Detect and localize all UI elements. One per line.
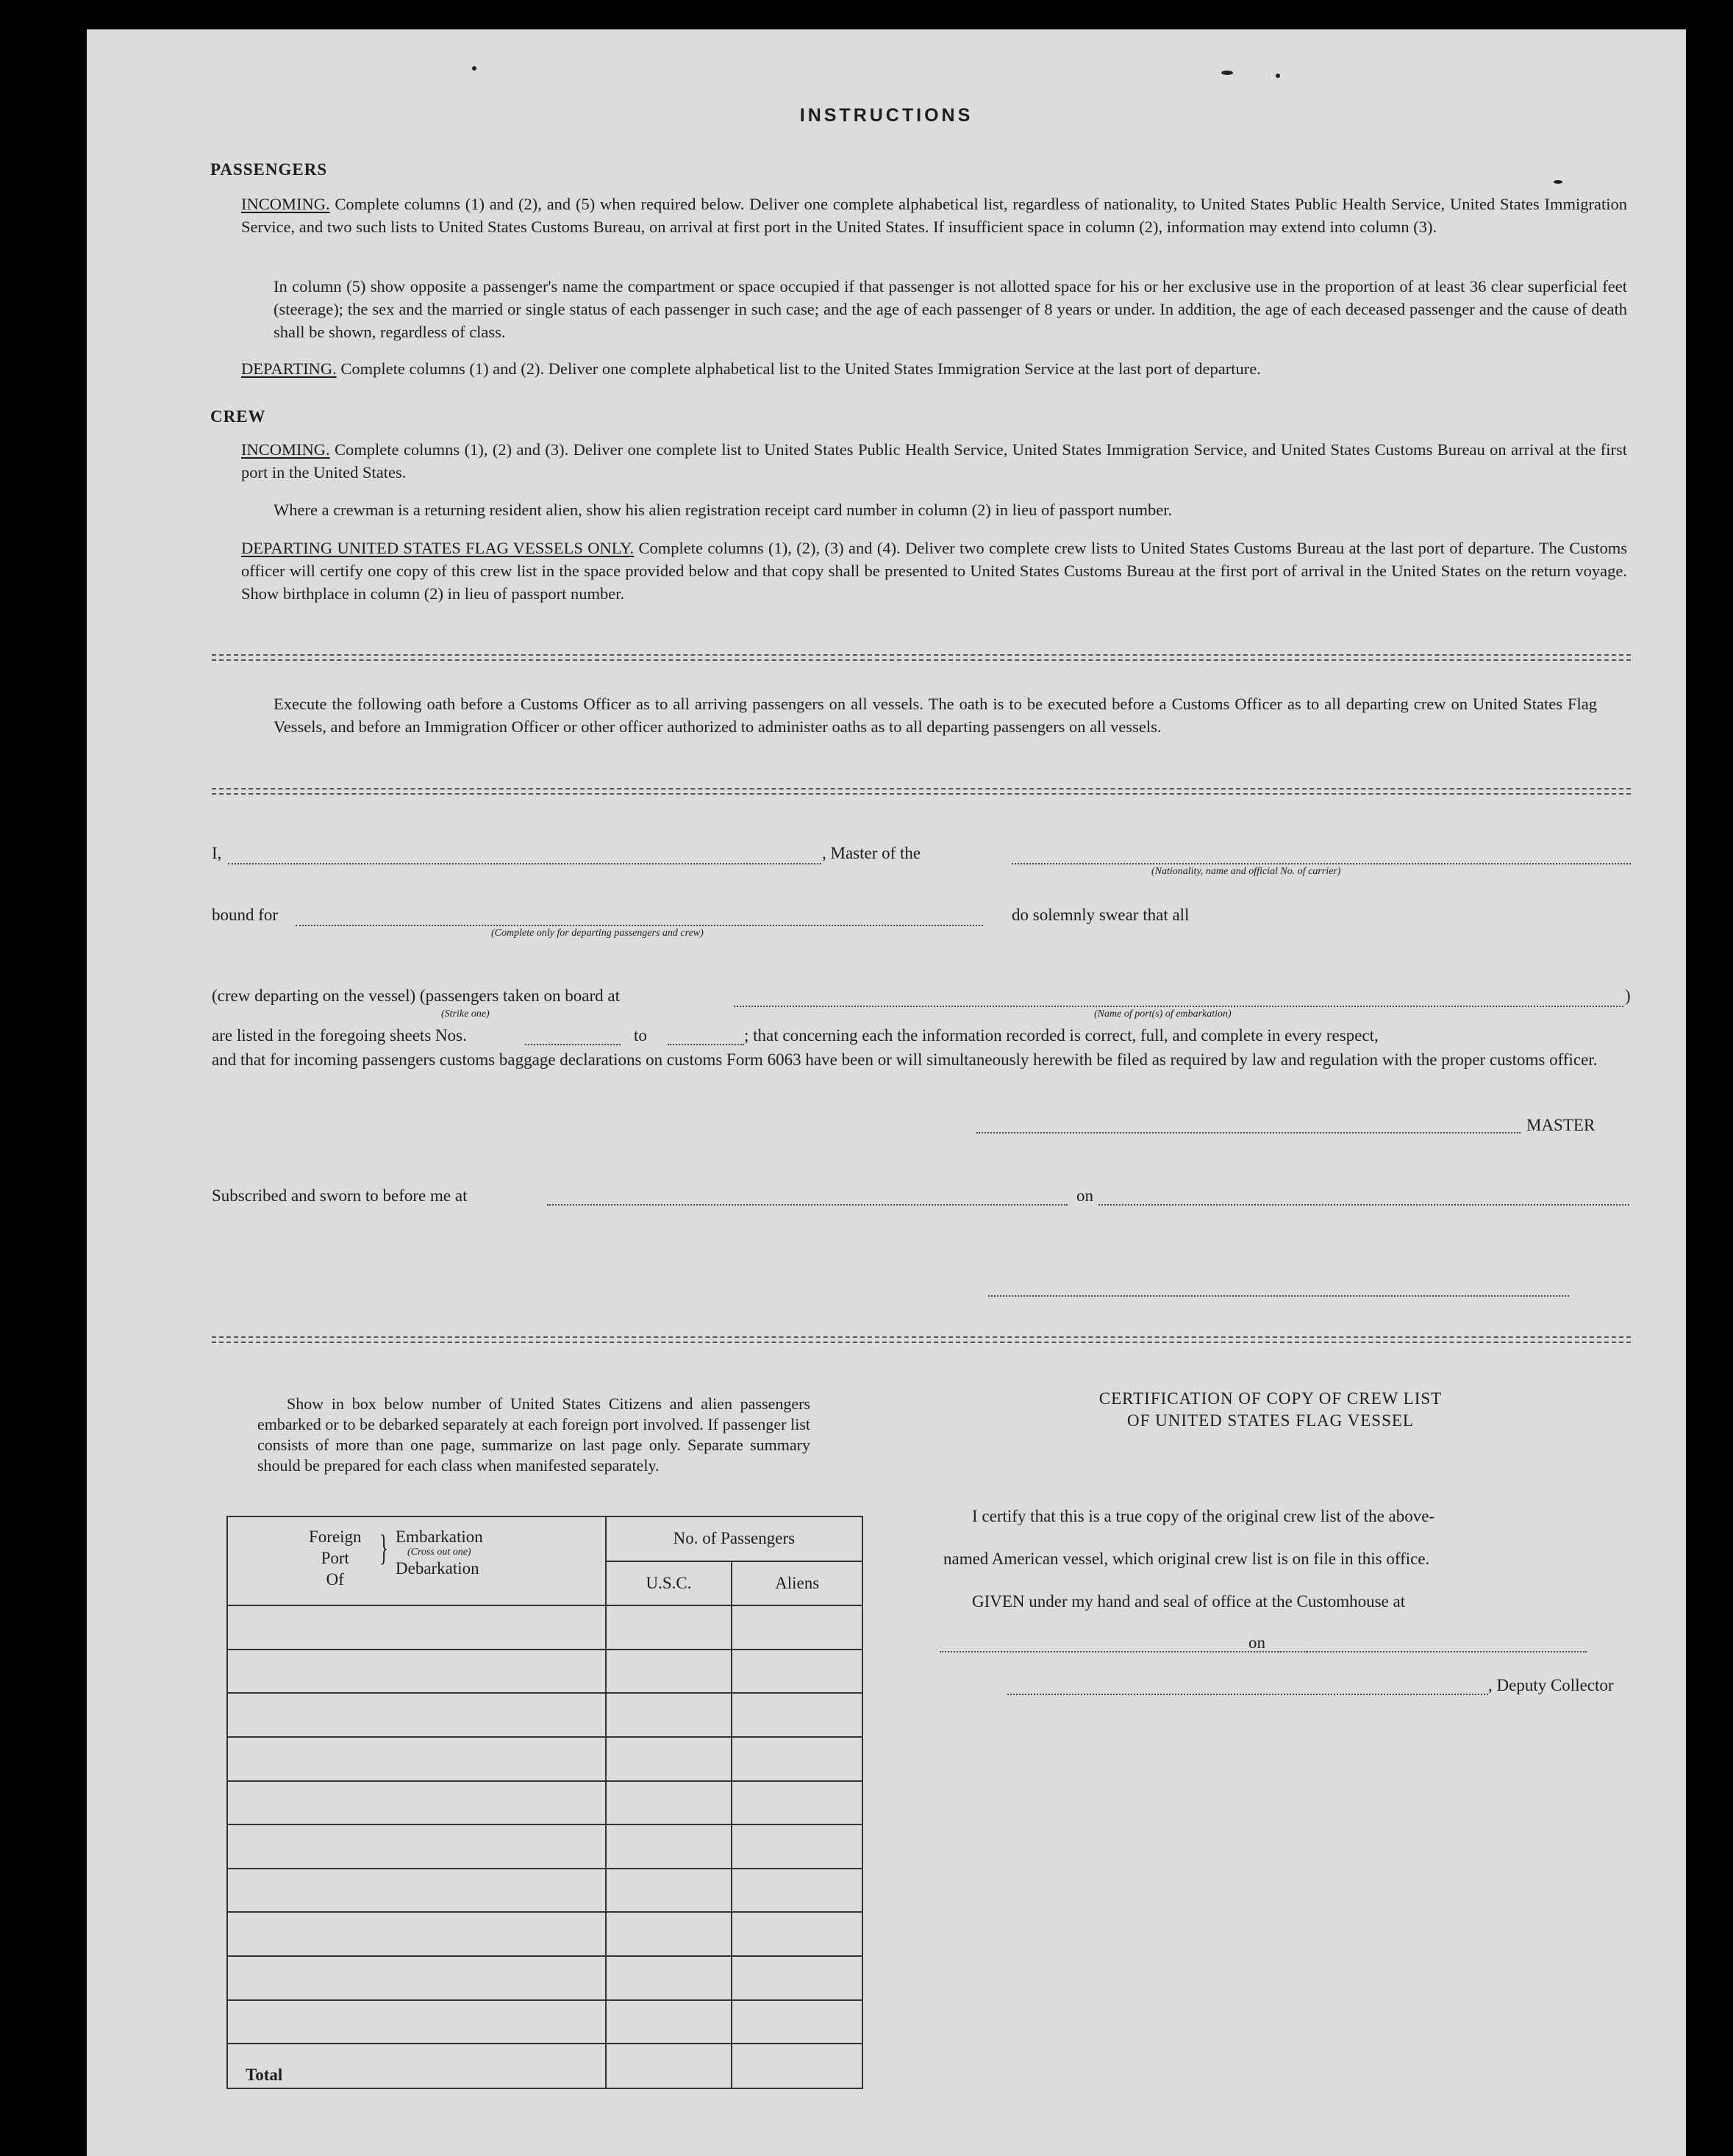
port-cell[interactable]: [227, 1650, 606, 1694]
listed-suffix: ; that concerning each the information recorded is correct, full, and complete in every respect,: [744, 1026, 1379, 1045]
no-passengers-header: No. of Passengers: [606, 1516, 862, 1561]
of-label: Of: [326, 1570, 344, 1589]
passengers-departing-text: Complete columns (1) and (2). Deliver one complete alphabetical list to the United States Immigration Service at the last port of departure.: [340, 359, 1261, 378]
table-row: [227, 1824, 862, 1869]
document-page: [87, 29, 1686, 2156]
ports-field[interactable]: [734, 1006, 1623, 1007]
port-cell[interactable]: [227, 1824, 606, 1869]
aliens-cell[interactable]: [732, 1737, 862, 1781]
foreign-label: Foreign: [309, 1528, 362, 1546]
port-cell[interactable]: [227, 1693, 606, 1737]
total-label: Total: [227, 2044, 606, 2088]
aliens-cell[interactable]: [732, 1650, 862, 1694]
scan-speck: [1276, 74, 1280, 78]
crew-heading: CREW: [210, 407, 266, 426]
usc-header: U.S.C.: [606, 1561, 732, 1606]
deputy-collector-label: , Deputy Collector: [1488, 1676, 1614, 1694]
passengers-column5-paragraph: In column (5) show opposite a passenger's name the compartment or space occupied if that passenger is not allotted space for his or her exclusive use in the proportion of at least 36 clear superficial feet (steerage); the sex and the married or single status of each passenger in such case; and the age of each passenger of 8 years or under. In addition, the age of each deceased passenger and the cause of death shall be shown, regardless of class.: [274, 277, 1627, 341]
usc-cell[interactable]: [606, 1781, 732, 1825]
listed-rest: and that for incoming passengers customs baggage declarations on customs Form 6063 have been or will simultaneously herewith be filed as required by law and regulation with the proper customs officer.: [212, 1050, 1598, 1069]
port-cell[interactable]: [227, 1956, 606, 2000]
table-row: [227, 1737, 862, 1781]
table-row: [227, 2000, 862, 2044]
aliens-cell[interactable]: [732, 1912, 862, 1956]
port-cell[interactable]: [227, 1912, 606, 1956]
oath-i-label: I,: [212, 844, 222, 862]
passenger-summary-table: [226, 1516, 863, 2089]
master-of-the-label: , Master of the: [822, 844, 921, 862]
port-cell[interactable]: [227, 1781, 606, 1825]
passengers-incoming-paragraph: [241, 193, 1627, 238]
certification-title-line2: OF UNITED STATES FLAG VESSEL: [1127, 1411, 1414, 1430]
certification-line1: I certify that this is a true copy of the original crew list of the above-: [972, 1507, 1435, 1525]
usc-cell[interactable]: [606, 1650, 732, 1694]
passengers-incoming-text: Complete columns (1) and (2), and (5) when required below. Deliver one complete alphabetical list, regardless of nationality, to United States Public Health Service, United States Immigration Service, and two such lists to United States Customs Bureau, on arrival at first port in the United States. If insufficient space in column (2), information may extend into column (3).: [241, 195, 1627, 236]
page-title: INSTRUCTIONS: [799, 105, 973, 126]
crew-incoming-paragraph: [241, 438, 1627, 484]
section-divider: [212, 788, 1631, 795]
cross-out-note: (Cross out one): [407, 1547, 471, 1558]
master-signature-field[interactable]: [976, 1132, 1521, 1133]
sworn-date-field[interactable]: [1098, 1204, 1629, 1206]
certification-on-label: on: [1248, 1633, 1265, 1652]
port-cell[interactable]: [227, 1605, 606, 1650]
usc-cell[interactable]: [606, 2000, 732, 2044]
sworn-on-label: on: [1076, 1186, 1093, 1205]
usc-cell[interactable]: [606, 1824, 732, 1869]
scan-speck: [1221, 71, 1233, 75]
nationality-note: (Nationality, name and official No. of carrier): [1151, 866, 1341, 877]
port-cell[interactable]: [227, 2000, 606, 2044]
sheet-to-field[interactable]: [668, 1044, 744, 1045]
aliens-cell[interactable]: [732, 1869, 862, 1913]
master-label: MASTER: [1526, 1116, 1596, 1134]
certification-title-line1: CERTIFICATION OF COPY OF CREW LIST: [1098, 1389, 1443, 1408]
close-paren: ): [1625, 986, 1631, 1005]
passengers-departing-paragraph: [241, 357, 1627, 380]
table-row: [227, 1781, 862, 1825]
sworn-place-field[interactable]: [547, 1204, 1068, 1206]
aliens-cell[interactable]: [732, 1605, 862, 1650]
summary-instructions: Show in box below number of United States Citizens and alien passengers embarked or to be debarked separately at each foreign port involved. If passenger list consists of more than one page, summarize on last page only. Separate summary should be prepared for each class when manifested separately.: [257, 1394, 810, 1475]
table-row: [227, 1869, 862, 1913]
aliens-cell[interactable]: [732, 1824, 862, 1869]
ports-note: (Name of port(s) of embarkation): [1094, 1009, 1232, 1020]
certification-line3: GIVEN under my hand and seal of office at the Customhouse at: [972, 1592, 1406, 1611]
aliens-cell[interactable]: [732, 2000, 862, 2044]
brace-icon: }: [379, 1527, 388, 1568]
table-row: [227, 1693, 862, 1737]
certification-line2: named American vessel, which original crew list is on file in this office.: [943, 1550, 1430, 1568]
usc-cell[interactable]: [606, 1737, 732, 1781]
passengers-departing-label: DEPARTING.: [241, 359, 337, 378]
listed-prefix: are listed in the foregoing sheets Nos.: [212, 1026, 467, 1045]
table-row: [227, 1605, 862, 1650]
usc-cell[interactable]: [606, 1869, 732, 1913]
embarkation-label: Embarkation: [396, 1528, 483, 1546]
crew-departing-text: Complete columns (1), (2), (3) and (4). Deliver two complete crew lists to United States Customs Bureau at the last port of departure. The Customs officer will certify one copy of this crew list in the space provided below and that copy shall be presented to United States Customs Bureau at the first port of arrival in the United States on the return voyage. Show birthplace in column (2) in lieu of passport number.: [241, 539, 1628, 603]
crew-incoming-text: Complete columns (1), (2) and (3). Deliver one complete list to United States Public Health Service, United States Immigration Service, and United States Customs Bureau on arrival at the first port in the United States.: [241, 440, 1628, 481]
port-cell[interactable]: [227, 1737, 606, 1781]
certification-title: [976, 1388, 1565, 1432]
table-row: [227, 1956, 862, 2000]
section-divider: [212, 654, 1631, 661]
scan-speck: [472, 66, 476, 71]
passengers-incoming-label: INCOMING.: [241, 195, 330, 213]
port-header-cell: [227, 1516, 606, 1605]
aliens-header: Aliens: [732, 1561, 862, 1606]
port-label: Port: [321, 1549, 349, 1567]
aliens-cell[interactable]: [732, 1781, 862, 1825]
solemnly-swear-label: do solemnly swear that all: [1012, 906, 1190, 924]
crew-departing-label: DEPARTING UNITED STATES FLAG VESSELS ONLY.: [241, 539, 635, 557]
table-row: [227, 1912, 862, 1956]
aliens-cell[interactable]: [732, 1693, 862, 1737]
crew-incoming-label: INCOMING.: [241, 440, 330, 459]
complete-only-note: (Complete only for departing passengers and crew): [491, 928, 704, 939]
bound-for-field[interactable]: [296, 925, 983, 926]
port-cell[interactable]: [227, 1869, 606, 1913]
section-divider: [212, 1336, 1631, 1343]
usc-cell[interactable]: [606, 1693, 732, 1737]
certification-date-field[interactable]: [1278, 1651, 1587, 1652]
total-aliens-cell[interactable]: [732, 2044, 862, 2088]
crew-departing-paragraph: [241, 537, 1627, 605]
total-usc-cell[interactable]: [606, 2044, 732, 2088]
bound-for-label: bound for: [212, 906, 279, 924]
deputy-signature-field[interactable]: [1007, 1694, 1488, 1695]
to-label: to: [634, 1026, 647, 1045]
master-name-field[interactable]: [228, 863, 821, 864]
usc-cell[interactable]: [606, 1605, 732, 1650]
subscribed-label: Subscribed and sworn to before me at: [212, 1186, 468, 1205]
debarkation-label: Debarkation: [396, 1559, 479, 1577]
sheet-from-field[interactable]: [525, 1044, 621, 1045]
scan-speck: [1554, 180, 1562, 184]
oath-intro: Execute the following oath before a Customs Officer as to all arriving passengers on all vessels. The oath is to be executed before a Customs Officer as to all departing crew on United States Flag Vessels, and before an Immigration Officer or other officer authorized to administer oaths as to all departing passengers on all vessels.: [274, 695, 1597, 736]
crew-resident-paragraph: Where a crewman is a returning resident alien, show his alien registration receipt card number in column (2) in lieu of passport number.: [274, 501, 1173, 519]
officer-signature-field[interactable]: [988, 1295, 1569, 1297]
usc-cell[interactable]: [606, 1912, 732, 1956]
carrier-field[interactable]: [1012, 863, 1631, 864]
table-row: [227, 1650, 862, 1694]
passengers-heading: PASSENGERS: [210, 160, 328, 179]
usc-cell[interactable]: [606, 1956, 732, 2000]
strike-one-note: (Strike one): [441, 1009, 490, 1020]
crew-departing-label: (crew departing on the vessel) (passengers taken on board at: [212, 986, 620, 1005]
aliens-cell[interactable]: [732, 1956, 862, 2000]
